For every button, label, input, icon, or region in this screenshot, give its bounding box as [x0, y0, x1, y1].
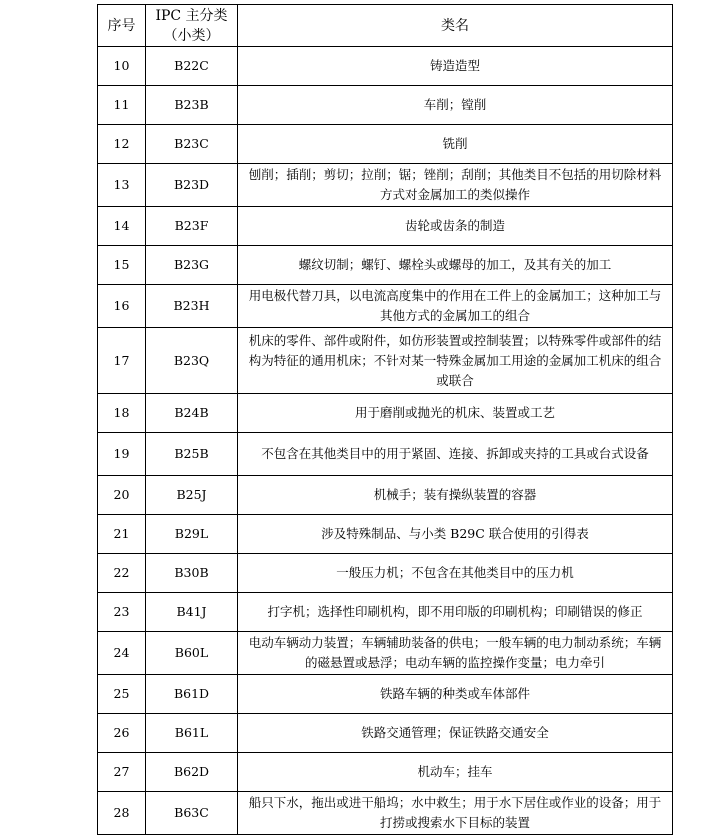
table-row — [98, 285, 673, 328]
row-index: 21 — [98, 515, 146, 554]
row-name: 机械手；装有操纵装置的容器 — [238, 476, 673, 515]
row-name: 打字机；选择性印刷机构，即不用印版的印刷机构；印刷错误的修正 — [238, 593, 673, 632]
header-index: 序号 — [98, 5, 146, 47]
ipc-classification-table — [97, 4, 673, 835]
row-code: B29L — [146, 515, 238, 554]
row-code: B25J — [146, 476, 238, 515]
row-index: 11 — [98, 86, 146, 125]
row-code: B62D — [146, 753, 238, 792]
row-code: B61D — [146, 675, 238, 714]
row-name: 机动车；挂车 — [238, 753, 673, 792]
row-name: 铣削 — [238, 125, 673, 164]
row-code: B61L — [146, 714, 238, 753]
table-header-row — [98, 5, 673, 47]
row-index: 15 — [98, 246, 146, 285]
row-index: 14 — [98, 207, 146, 246]
row-code: B23D — [146, 164, 238, 207]
table-row — [98, 246, 673, 285]
table-row — [98, 714, 673, 753]
row-name: 用电极代替刀具，以电流高度集中的作用在工件上的金属加工；这种加工与其他方式的金属加工的组合 — [238, 285, 673, 328]
row-index: 16 — [98, 285, 146, 328]
row-name: 铸造造型 — [238, 47, 673, 86]
row-index: 24 — [98, 632, 146, 675]
row-code: B22C — [146, 47, 238, 86]
row-name: 刨削；插削；剪切；拉削；锯；锉削；刮削；其他类目不包括的用切除材料方式对金属加工的类似操作 — [238, 164, 673, 207]
row-code: B23G — [146, 246, 238, 285]
row-index: 25 — [98, 675, 146, 714]
row-name: 用于磨削或抛光的机床、装置或工艺 — [238, 394, 673, 433]
row-code: B25B — [146, 433, 238, 476]
table-row — [98, 515, 673, 554]
table-row — [98, 164, 673, 207]
row-code: B60L — [146, 632, 238, 675]
row-index: 12 — [98, 125, 146, 164]
table-row — [98, 593, 673, 632]
table-row — [98, 675, 673, 714]
row-name: 涉及特殊制品、与小类 B29C 联合使用的引得表 — [238, 515, 673, 554]
row-code: B63C — [146, 792, 238, 835]
row-code: B23C — [146, 125, 238, 164]
row-index: 19 — [98, 433, 146, 476]
header-name: 类名 — [238, 5, 673, 47]
table-row — [98, 207, 673, 246]
row-name: 铁路交通管理；保证铁路交通安全 — [238, 714, 673, 753]
row-index: 20 — [98, 476, 146, 515]
row-index: 18 — [98, 394, 146, 433]
row-name: 机床的零件、部件或附件，如仿形装置或控制装置；以特殊零件或部件的结构为特征的通用机床；不针对某一特殊金属加工用途的金属加工机床的组合或联合 — [238, 328, 673, 394]
row-index: 23 — [98, 593, 146, 632]
row-index: 13 — [98, 164, 146, 207]
row-name: 不包含在其他类目中的用于紧固、连接、拆卸或夹持的工具或台式设备 — [238, 433, 673, 476]
row-code: B23B — [146, 86, 238, 125]
row-index: 22 — [98, 554, 146, 593]
row-code: B41J — [146, 593, 238, 632]
row-code: B23F — [146, 207, 238, 246]
table-row — [98, 632, 673, 675]
row-index: 27 — [98, 753, 146, 792]
table-row — [98, 433, 673, 476]
row-index: 10 — [98, 47, 146, 86]
table-row — [98, 125, 673, 164]
row-name: 船只下水，拖出或进干船坞；水中救生；用于水下居住或作业的设备；用于打捞或搜索水下目标的装置 — [238, 792, 673, 835]
row-name: 车削；镗削 — [238, 86, 673, 125]
row-name: 电动车辆动力装置；车辆辅助装备的供电；一般车辆的电力制动系统；车辆的磁悬置或悬浮；电动车辆的监控操作变量；电力牵引 — [238, 632, 673, 675]
table-row — [98, 554, 673, 593]
table-row — [98, 394, 673, 433]
row-index: 26 — [98, 714, 146, 753]
row-name: 铁路车辆的种类或车体部件 — [238, 675, 673, 714]
row-code: B23H — [146, 285, 238, 328]
table-row — [98, 328, 673, 394]
row-name: 一般压力机；不包含在其他类目中的压力机 — [238, 554, 673, 593]
row-code: B23Q — [146, 328, 238, 394]
table-row — [98, 792, 673, 835]
header-ipc: IPC 主分类（小类） — [146, 5, 238, 47]
table-row — [98, 753, 673, 792]
row-index: 28 — [98, 792, 146, 835]
table-row — [98, 47, 673, 86]
row-name: 齿轮或齿条的制造 — [238, 207, 673, 246]
row-name: 螺纹切制；螺钉、螺栓头或螺母的加工，及其有关的加工 — [238, 246, 673, 285]
row-index: 17 — [98, 328, 146, 394]
table-row — [98, 476, 673, 515]
row-code: B30B — [146, 554, 238, 593]
row-code: B24B — [146, 394, 238, 433]
ipc-table-container — [97, 4, 673, 835]
table-row — [98, 86, 673, 125]
